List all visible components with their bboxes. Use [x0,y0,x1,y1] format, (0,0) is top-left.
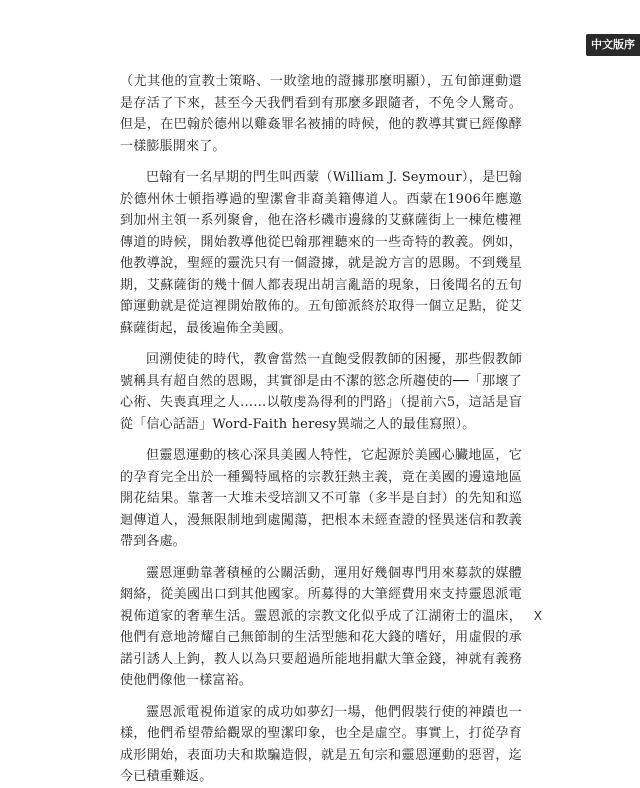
paragraph: 回溯使徒的時代，教會當然一直飽受假教師的困擾，那些假教師號稱具有超自然的恩賜，其實卻是由不潔的慾念所趨使的──「那壞了心術、失喪真理之人……以敬虔為得利的門路」（提前六5，這話是盲從「信心話語」Word-Faith heresy異端之人的最佳寫照）。 [120,352,522,432]
paragraph: 靈恩派電視佈道家的成功如夢幻一場，他們假裝行使的神蹟也一樣，他們希望帶給觀眾的聖潔印象，也全是虛空。事實上，打從孕育成形開始，表面功夫和欺騙造假，就是五旬宗和靈恩運動的惡習，迄今已積重難返。 [120,704,522,784]
body-text [120,71,522,788]
section-tab: 中文版序 [586,34,640,56]
page-number: X [533,609,542,623]
paragraph: 但靈恩運動的核心深具美國人特性，它起源於美國心臟地區，它的孕育完全出於一種獨特風格的宗教狂熱主義，竟在美國的邊遠地區開花結果。靠著一大堆未受培訓又不可靠（多半是自封）的先知和巡迴傳道人，漫無限制地到處闖蕩，把根本未經查證的怪異迷信和教義帶到各處。 [120,448,522,549]
paragraph: （尤其他的宣教士策略、一敗塗地的證據那麼明顯），五旬節運動還是存活了下來，甚至今天我們看到有那麼多跟隨者，不免令人驚奇。但是，在巴翰於德州以雞姦罪名被捕的時候，他的教導其實已經像酵一樣膨脹開來了。 [120,74,522,154]
paragraph: 巴翰有一名早期的門生叫西蒙（William J. Seymour），是巴翰於德州休士頓指導過的聖潔會非裔美籍傳道人。西蒙在1906年應邀到加州主領一系列聚會，他在洛杉磯市邊緣的艾蘇薩街上一棟危樓裡傳道的時候，開始教導他從巴翰那裡聽來的一些奇特的教義。例如，他教導說，聖經的靈洗只有一個證據，就是說方言的恩賜。不到幾星期，艾蘇薩街的幾十個人都表現出胡言亂語的現象，日後聞名的五旬節運動就是從這裡開始散佈的。五旬節派終於取得一個立足點，從艾蘇薩街起，最後遍佈全美國。 [120,170,522,336]
paragraph: 靈恩運動靠著積極的公關活動，運用好幾個專門用來募款的媒體網絡，從美國出口到其他國家。所募得的大筆經費用來支持靈恩派電視佈道家的奢華生活。靈恩派的宗教文化似乎成了江湖術士的溫床，他們有意地誇耀自己無節制的生活型態和花大錢的嗜好，用虛假的承諾引誘人上鉤，教人以為只要超過所能地捐獻大筆金錢，神就有義務使他們像他一樣富裕。 [120,565,522,688]
